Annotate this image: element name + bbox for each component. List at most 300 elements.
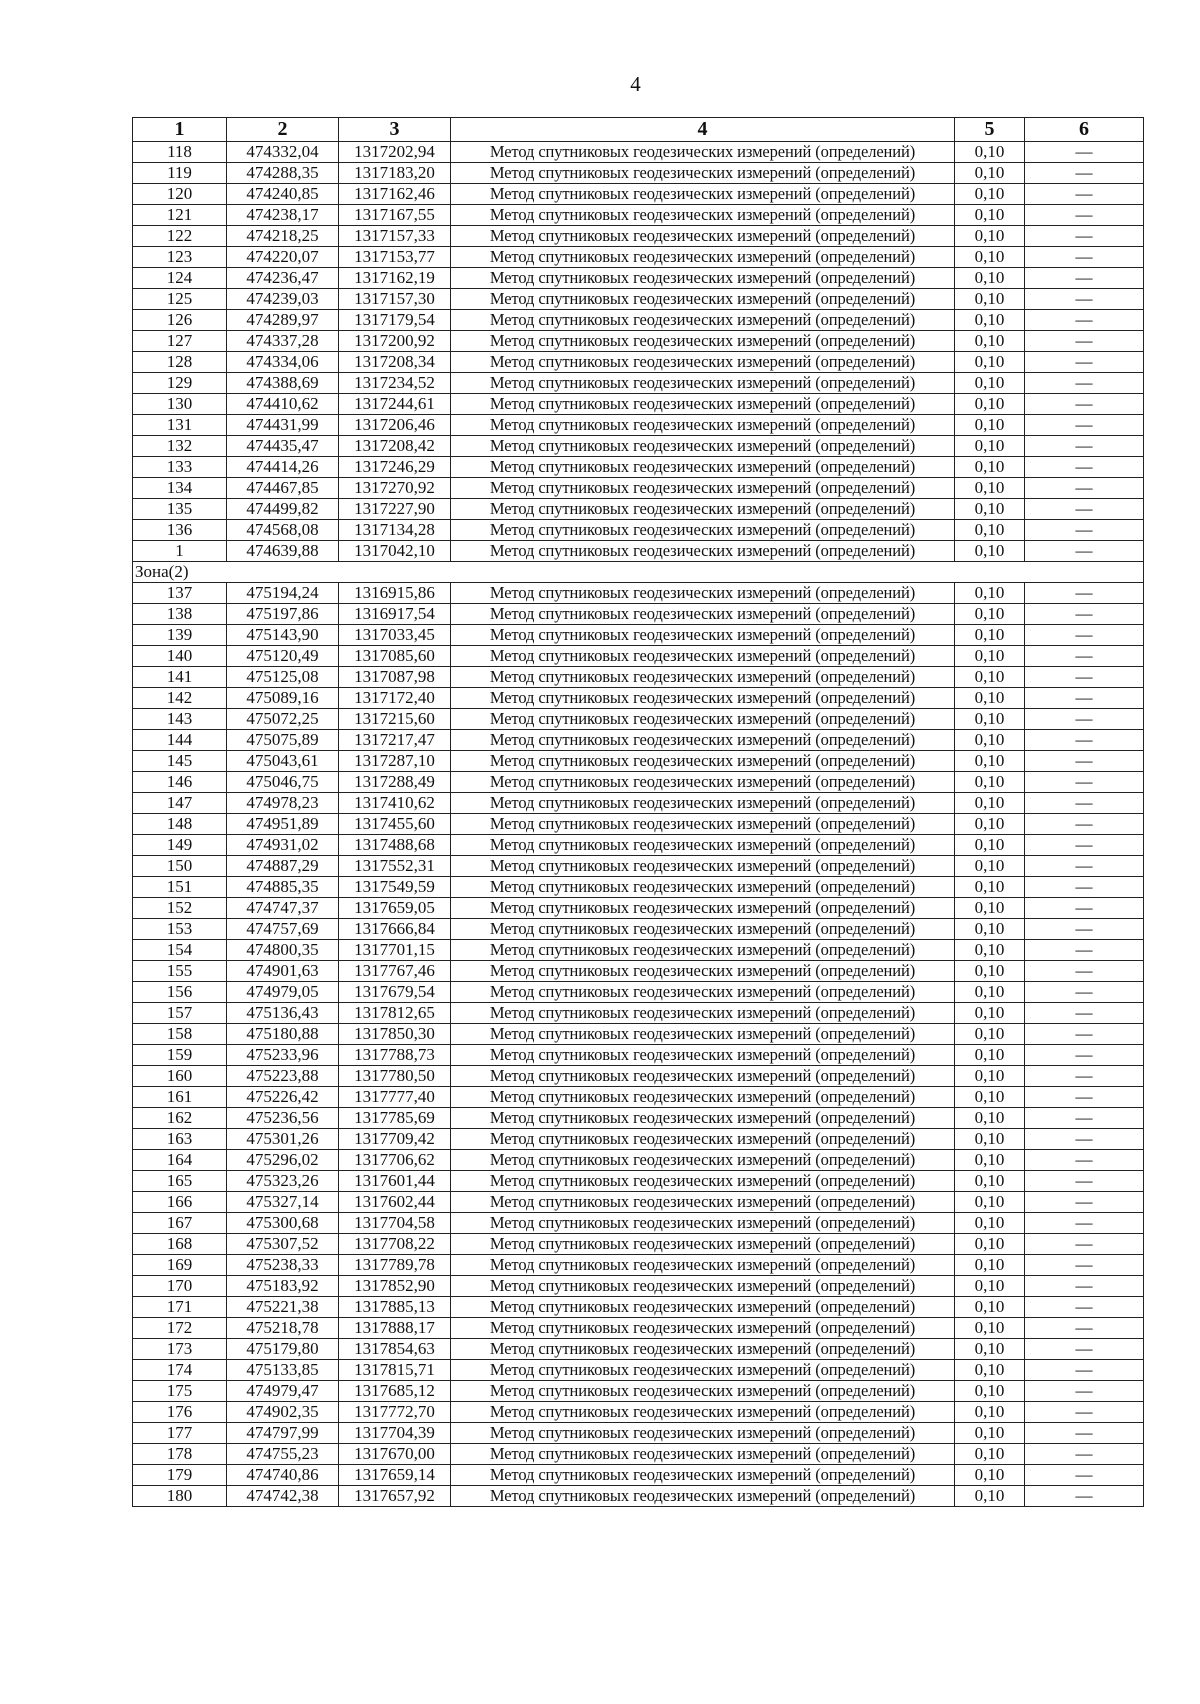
precision-cell: 0,10 xyxy=(955,982,1025,1003)
x-coordinate-cell: 474887,29 xyxy=(227,856,339,877)
coordinates-table xyxy=(132,117,1144,1507)
x-coordinate-cell: 474639,88 xyxy=(227,541,339,562)
y-coordinate-cell: 1317234,52 xyxy=(339,373,451,394)
precision-cell: 0,10 xyxy=(955,247,1025,268)
table-row xyxy=(133,394,1144,415)
description-cell xyxy=(1025,730,1144,751)
description-cell xyxy=(1025,1486,1144,1507)
precision-cell: 0,10 xyxy=(955,1318,1025,1339)
table-row xyxy=(133,1087,1144,1108)
x-coordinate-cell: 474288,35 xyxy=(227,163,339,184)
method-cell: Метод спутниковых геодезических измерений (определений) xyxy=(451,604,955,625)
method-cell: Метод спутниковых геодезических измерений (определений) xyxy=(451,352,955,373)
y-coordinate-cell: 1317227,90 xyxy=(339,499,451,520)
x-coordinate-cell: 474388,69 xyxy=(227,373,339,394)
dash-mark: — xyxy=(1075,1423,1093,1442)
table-row xyxy=(133,1024,1144,1045)
x-coordinate-cell: 474757,69 xyxy=(227,919,339,940)
y-coordinate-cell: 1317287,10 xyxy=(339,751,451,772)
point-number-cell: 122 xyxy=(133,226,227,247)
x-coordinate-cell: 474239,03 xyxy=(227,289,339,310)
table-row xyxy=(133,499,1144,520)
method-cell: Метод спутниковых геодезических измерений (определений) xyxy=(451,835,955,856)
dash-mark: — xyxy=(1075,1003,1093,1022)
table-row xyxy=(133,1360,1144,1381)
precision-cell: 0,10 xyxy=(955,646,1025,667)
table-row xyxy=(133,772,1144,793)
method-cell: Метод спутниковых геодезических измерений (определений) xyxy=(451,373,955,394)
header-col-3: 3 xyxy=(339,118,451,142)
dash-mark: — xyxy=(1075,772,1093,791)
y-coordinate-cell: 1317202,94 xyxy=(339,142,451,163)
method-cell: Метод спутниковых геодезических измерений (определений) xyxy=(451,478,955,499)
dash-mark: — xyxy=(1075,268,1093,287)
x-coordinate-cell: 475226,42 xyxy=(227,1087,339,1108)
precision-cell: 0,10 xyxy=(955,877,1025,898)
point-number-cell: 124 xyxy=(133,268,227,289)
table-row xyxy=(133,751,1144,772)
description-cell xyxy=(1025,163,1144,184)
point-number-cell: 128 xyxy=(133,352,227,373)
header-col-2: 2 xyxy=(227,118,339,142)
x-coordinate-cell: 474951,89 xyxy=(227,814,339,835)
method-cell: Метод спутниковых геодезических измерений (определений) xyxy=(451,625,955,646)
y-coordinate-cell: 1317455,60 xyxy=(339,814,451,835)
point-number-cell: 146 xyxy=(133,772,227,793)
y-coordinate-cell: 1317785,69 xyxy=(339,1108,451,1129)
point-number-cell: 141 xyxy=(133,667,227,688)
x-coordinate-cell: 475089,16 xyxy=(227,688,339,709)
point-number-cell: 120 xyxy=(133,184,227,205)
precision-cell: 0,10 xyxy=(955,1045,1025,1066)
precision-cell: 0,10 xyxy=(955,268,1025,289)
dash-mark: — xyxy=(1075,1276,1093,1295)
precision-cell: 0,10 xyxy=(955,142,1025,163)
page-number: 4 xyxy=(630,72,641,96)
description-cell xyxy=(1025,331,1144,352)
description-cell xyxy=(1025,1045,1144,1066)
method-cell: Метод спутниковых геодезических измерений (определений) xyxy=(451,898,955,919)
method-cell: Метод спутниковых геодезических измерений (определений) xyxy=(451,1486,955,1507)
x-coordinate-cell: 475223,88 xyxy=(227,1066,339,1087)
table-row xyxy=(133,898,1144,919)
method-cell: Метод спутниковых геодезических измерений (определений) xyxy=(451,1465,955,1486)
y-coordinate-cell: 1317852,90 xyxy=(339,1276,451,1297)
precision-cell: 0,10 xyxy=(955,373,1025,394)
dash-mark: — xyxy=(1075,1234,1093,1253)
description-cell xyxy=(1025,1129,1144,1150)
point-number-cell: 150 xyxy=(133,856,227,877)
precision-cell: 0,10 xyxy=(955,1129,1025,1150)
table-row xyxy=(133,1171,1144,1192)
description-cell xyxy=(1025,814,1144,835)
precision-cell: 0,10 xyxy=(955,835,1025,856)
point-number-cell: 169 xyxy=(133,1255,227,1276)
y-coordinate-cell: 1317162,46 xyxy=(339,184,451,205)
precision-cell: 0,10 xyxy=(955,1360,1025,1381)
x-coordinate-cell: 474499,82 xyxy=(227,499,339,520)
x-coordinate-cell: 474467,85 xyxy=(227,478,339,499)
precision-cell: 0,10 xyxy=(955,709,1025,730)
dash-mark: — xyxy=(1075,940,1093,959)
point-number-cell: 178 xyxy=(133,1444,227,1465)
precision-cell: 0,10 xyxy=(955,961,1025,982)
dash-mark: — xyxy=(1075,814,1093,833)
point-number-cell: 168 xyxy=(133,1234,227,1255)
precision-cell: 0,10 xyxy=(955,289,1025,310)
method-cell: Метод спутниковых геодезических измерений (определений) xyxy=(451,310,955,331)
point-number-cell: 158 xyxy=(133,1024,227,1045)
dash-mark: — xyxy=(1075,1402,1093,1421)
dash-mark: — xyxy=(1075,163,1093,182)
dash-mark: — xyxy=(1075,436,1093,455)
x-coordinate-cell: 474979,47 xyxy=(227,1381,339,1402)
y-coordinate-cell: 1317246,29 xyxy=(339,457,451,478)
x-coordinate-cell: 475075,89 xyxy=(227,730,339,751)
y-coordinate-cell: 1317087,98 xyxy=(339,667,451,688)
y-coordinate-cell: 1317885,13 xyxy=(339,1297,451,1318)
point-number-cell: 135 xyxy=(133,499,227,520)
dash-mark: — xyxy=(1075,541,1093,560)
table-row xyxy=(133,142,1144,163)
precision-cell: 0,10 xyxy=(955,667,1025,688)
x-coordinate-cell: 475218,78 xyxy=(227,1318,339,1339)
dash-mark: — xyxy=(1075,667,1093,686)
dash-mark: — xyxy=(1075,1087,1093,1106)
description-cell xyxy=(1025,1402,1144,1423)
dash-mark: — xyxy=(1075,877,1093,896)
table-row xyxy=(133,184,1144,205)
description-cell xyxy=(1025,415,1144,436)
dash-mark: — xyxy=(1075,184,1093,203)
point-number-cell: 157 xyxy=(133,1003,227,1024)
point-number-cell: 156 xyxy=(133,982,227,1003)
precision-cell: 0,10 xyxy=(955,436,1025,457)
y-coordinate-cell: 1317033,45 xyxy=(339,625,451,646)
y-coordinate-cell: 1317217,47 xyxy=(339,730,451,751)
x-coordinate-cell: 475120,49 xyxy=(227,646,339,667)
precision-cell: 0,10 xyxy=(955,1444,1025,1465)
point-number-cell: 176 xyxy=(133,1402,227,1423)
description-cell xyxy=(1025,1360,1144,1381)
description-cell xyxy=(1025,835,1144,856)
method-cell: Метод спутниковых геодезических измерений (определений) xyxy=(451,877,955,898)
point-number-cell: 179 xyxy=(133,1465,227,1486)
y-coordinate-cell: 1317172,40 xyxy=(339,688,451,709)
point-number-cell: 166 xyxy=(133,1192,227,1213)
y-coordinate-cell: 1317288,49 xyxy=(339,772,451,793)
dash-mark: — xyxy=(1075,415,1093,434)
table-row xyxy=(133,646,1144,667)
y-coordinate-cell: 1317709,42 xyxy=(339,1129,451,1150)
method-cell: Метод спутниковых геодезических измерений (определений) xyxy=(451,688,955,709)
method-cell: Метод спутниковых геодезических измерений (определений) xyxy=(451,583,955,604)
table-row xyxy=(133,226,1144,247)
x-coordinate-cell: 474885,35 xyxy=(227,877,339,898)
description-cell xyxy=(1025,478,1144,499)
dash-mark: — xyxy=(1075,919,1093,938)
table-row xyxy=(133,982,1144,1003)
y-coordinate-cell: 1317679,54 xyxy=(339,982,451,1003)
y-coordinate-cell: 1317788,73 xyxy=(339,1045,451,1066)
point-number-cell: 140 xyxy=(133,646,227,667)
description-cell xyxy=(1025,1108,1144,1129)
precision-cell: 0,10 xyxy=(955,184,1025,205)
description-cell xyxy=(1025,499,1144,520)
description-cell xyxy=(1025,457,1144,478)
point-number-cell: 167 xyxy=(133,1213,227,1234)
method-cell: Метод спутниковых геодезических измерений (определений) xyxy=(451,1213,955,1234)
y-coordinate-cell: 1317850,30 xyxy=(339,1024,451,1045)
method-cell: Метод спутниковых геодезических измерений (определений) xyxy=(451,709,955,730)
point-number-cell: 165 xyxy=(133,1171,227,1192)
x-coordinate-cell: 474797,99 xyxy=(227,1423,339,1444)
point-number-cell: 180 xyxy=(133,1486,227,1507)
header-col-1: 1 xyxy=(133,118,227,142)
precision-cell: 0,10 xyxy=(955,1087,1025,1108)
precision-cell: 0,10 xyxy=(955,352,1025,373)
method-cell: Метод спутниковых геодезических измерений (определений) xyxy=(451,142,955,163)
description-cell xyxy=(1025,940,1144,961)
header-row xyxy=(133,118,1144,142)
point-number-cell: 152 xyxy=(133,898,227,919)
x-coordinate-cell: 474979,05 xyxy=(227,982,339,1003)
point-number-cell: 132 xyxy=(133,436,227,457)
method-cell: Метод спутниковых геодезических измерений (определений) xyxy=(451,499,955,520)
dash-mark: — xyxy=(1075,709,1093,728)
method-cell: Метод спутниковых геодезических измерений (определений) xyxy=(451,1024,955,1045)
method-cell: Метод спутниковых геодезических измерений (определений) xyxy=(451,940,955,961)
y-coordinate-cell: 1317812,65 xyxy=(339,1003,451,1024)
x-coordinate-cell: 474289,97 xyxy=(227,310,339,331)
precision-cell: 0,10 xyxy=(955,1255,1025,1276)
table-row xyxy=(133,688,1144,709)
dash-mark: — xyxy=(1075,751,1093,770)
table-row xyxy=(133,205,1144,226)
precision-cell: 0,10 xyxy=(955,625,1025,646)
precision-cell: 0,10 xyxy=(955,793,1025,814)
description-cell xyxy=(1025,1318,1144,1339)
point-number-cell: 162 xyxy=(133,1108,227,1129)
precision-cell: 0,10 xyxy=(955,1465,1025,1486)
x-coordinate-cell: 474236,47 xyxy=(227,268,339,289)
method-cell: Метод спутниковых геодезических измерений (определений) xyxy=(451,541,955,562)
precision-cell: 0,10 xyxy=(955,940,1025,961)
dash-mark: — xyxy=(1075,1255,1093,1274)
x-coordinate-cell: 474740,86 xyxy=(227,1465,339,1486)
dash-mark: — xyxy=(1075,352,1093,371)
precision-cell: 0,10 xyxy=(955,457,1025,478)
dash-mark: — xyxy=(1075,1192,1093,1211)
method-cell: Метод спутниковых геодезических измерений (определений) xyxy=(451,1045,955,1066)
method-cell: Метод спутниковых геодезических измерений (определений) xyxy=(451,919,955,940)
method-cell: Метод спутниковых геодезических измерений (определений) xyxy=(451,1255,955,1276)
x-coordinate-cell: 475180,88 xyxy=(227,1024,339,1045)
point-number-cell: 118 xyxy=(133,142,227,163)
point-number-cell: 164 xyxy=(133,1150,227,1171)
table-row xyxy=(133,625,1144,646)
point-number-cell: 160 xyxy=(133,1066,227,1087)
precision-cell: 0,10 xyxy=(955,478,1025,499)
precision-cell: 0,10 xyxy=(955,1171,1025,1192)
precision-cell: 0,10 xyxy=(955,1339,1025,1360)
description-cell xyxy=(1025,919,1144,940)
table-row xyxy=(133,1255,1144,1276)
description-cell xyxy=(1025,1297,1144,1318)
precision-cell: 0,10 xyxy=(955,520,1025,541)
y-coordinate-cell: 1317704,58 xyxy=(339,1213,451,1234)
table-row xyxy=(133,373,1144,394)
method-cell: Метод спутниковых геодезических измерений (определений) xyxy=(451,1087,955,1108)
precision-cell: 0,10 xyxy=(955,1276,1025,1297)
x-coordinate-cell: 474901,63 xyxy=(227,961,339,982)
description-cell xyxy=(1025,898,1144,919)
point-number-cell: 136 xyxy=(133,520,227,541)
dash-mark: — xyxy=(1075,1339,1093,1358)
method-cell: Метод спутниковых геодезических измерений (определений) xyxy=(451,457,955,478)
y-coordinate-cell: 1317552,31 xyxy=(339,856,451,877)
dash-mark: — xyxy=(1075,1297,1093,1316)
dash-mark: — xyxy=(1075,394,1093,413)
method-cell: Метод спутниковых геодезических измерений (определений) xyxy=(451,961,955,982)
point-number-cell: 175 xyxy=(133,1381,227,1402)
x-coordinate-cell: 474978,23 xyxy=(227,793,339,814)
y-coordinate-cell: 1317777,40 xyxy=(339,1087,451,1108)
point-number-cell: 171 xyxy=(133,1297,227,1318)
x-coordinate-cell: 474238,17 xyxy=(227,205,339,226)
method-cell: Метод спутниковых геодезических измерений (определений) xyxy=(451,1192,955,1213)
y-coordinate-cell: 1317488,68 xyxy=(339,835,451,856)
point-number-cell: 119 xyxy=(133,163,227,184)
x-coordinate-cell: 475183,92 xyxy=(227,1276,339,1297)
y-coordinate-cell: 1317685,12 xyxy=(339,1381,451,1402)
description-cell xyxy=(1025,709,1144,730)
dash-mark: — xyxy=(1075,457,1093,476)
dash-mark: — xyxy=(1075,982,1093,1001)
y-coordinate-cell: 1317153,77 xyxy=(339,247,451,268)
point-number-cell: 1 xyxy=(133,541,227,562)
y-coordinate-cell: 1317200,92 xyxy=(339,331,451,352)
table-row xyxy=(133,163,1144,184)
table-row xyxy=(133,352,1144,373)
x-coordinate-cell: 474332,04 xyxy=(227,142,339,163)
x-coordinate-cell: 475323,26 xyxy=(227,1171,339,1192)
method-cell: Метод спутниковых геодезических измерений (определений) xyxy=(451,1276,955,1297)
description-cell xyxy=(1025,583,1144,604)
y-coordinate-cell: 1317157,30 xyxy=(339,289,451,310)
precision-cell: 0,10 xyxy=(955,1423,1025,1444)
method-cell: Метод спутниковых геодезических измерений (определений) xyxy=(451,163,955,184)
precision-cell: 0,10 xyxy=(955,1003,1025,1024)
description-cell xyxy=(1025,1066,1144,1087)
method-cell: Метод спутниковых геодезических измерений (определений) xyxy=(451,394,955,415)
table-row xyxy=(133,1066,1144,1087)
precision-cell: 0,10 xyxy=(955,415,1025,436)
x-coordinate-cell: 474240,85 xyxy=(227,184,339,205)
method-cell: Метод спутниковых геодезических измерений (определений) xyxy=(451,520,955,541)
table-row xyxy=(133,793,1144,814)
precision-cell: 0,10 xyxy=(955,604,1025,625)
method-cell: Метод спутниковых геодезических измерений (определений) xyxy=(451,730,955,751)
x-coordinate-cell: 474800,35 xyxy=(227,940,339,961)
method-cell: Метод спутниковых геодезических измерений (определений) xyxy=(451,1171,955,1192)
precision-cell: 0,10 xyxy=(955,1150,1025,1171)
y-coordinate-cell: 1317270,92 xyxy=(339,478,451,499)
method-cell: Метод спутниковых геодезических измерений (определений) xyxy=(451,1129,955,1150)
x-coordinate-cell: 475043,61 xyxy=(227,751,339,772)
method-cell: Метод спутниковых геодезических измерений (определений) xyxy=(451,1402,955,1423)
table-row xyxy=(133,541,1144,562)
point-number-cell: 137 xyxy=(133,583,227,604)
dash-mark: — xyxy=(1075,793,1093,812)
dash-mark: — xyxy=(1075,520,1093,539)
table-row xyxy=(133,1150,1144,1171)
description-cell xyxy=(1025,1276,1144,1297)
precision-cell: 0,10 xyxy=(955,1486,1025,1507)
point-number-cell: 159 xyxy=(133,1045,227,1066)
method-cell: Метод спутниковых геодезических измерений (определений) xyxy=(451,772,955,793)
x-coordinate-cell: 474431,99 xyxy=(227,415,339,436)
precision-cell: 0,10 xyxy=(955,1402,1025,1423)
table-row xyxy=(133,247,1144,268)
description-cell xyxy=(1025,289,1144,310)
y-coordinate-cell: 1317704,39 xyxy=(339,1423,451,1444)
description-cell xyxy=(1025,751,1144,772)
point-number-cell: 155 xyxy=(133,961,227,982)
point-number-cell: 163 xyxy=(133,1129,227,1150)
method-cell: Метод спутниковых геодезических измерений (определений) xyxy=(451,814,955,835)
table-row xyxy=(133,1003,1144,1024)
dash-mark: — xyxy=(1075,1045,1093,1064)
x-coordinate-cell: 474435,47 xyxy=(227,436,339,457)
table-row xyxy=(133,961,1144,982)
y-coordinate-cell: 1317549,59 xyxy=(339,877,451,898)
description-cell xyxy=(1025,688,1144,709)
method-cell: Метод спутниковых геодезических измерений (определений) xyxy=(451,1234,955,1255)
dash-mark: — xyxy=(1075,205,1093,224)
method-cell: Метод спутниковых геодезических измерений (определений) xyxy=(451,205,955,226)
table-row xyxy=(133,1045,1144,1066)
dash-mark: — xyxy=(1075,331,1093,350)
y-coordinate-cell: 1317657,92 xyxy=(339,1486,451,1507)
method-cell: Метод спутниковых геодезических измерений (определений) xyxy=(451,856,955,877)
precision-cell: 0,10 xyxy=(955,1234,1025,1255)
y-coordinate-cell: 1317410,62 xyxy=(339,793,451,814)
table-row xyxy=(133,1192,1144,1213)
point-number-cell: 142 xyxy=(133,688,227,709)
dash-mark: — xyxy=(1075,226,1093,245)
description-cell xyxy=(1025,1255,1144,1276)
description-cell xyxy=(1025,247,1144,268)
table-row xyxy=(133,1213,1144,1234)
description-cell xyxy=(1025,667,1144,688)
point-number-cell: 161 xyxy=(133,1087,227,1108)
description-cell xyxy=(1025,373,1144,394)
method-cell: Метод спутниковых геодезических измерений (определений) xyxy=(451,1339,955,1360)
x-coordinate-cell: 474220,07 xyxy=(227,247,339,268)
y-coordinate-cell: 1317602,44 xyxy=(339,1192,451,1213)
point-number-cell: 126 xyxy=(133,310,227,331)
precision-cell: 0,10 xyxy=(955,898,1025,919)
precision-cell: 0,10 xyxy=(955,499,1025,520)
description-cell xyxy=(1025,184,1144,205)
dash-mark: — xyxy=(1075,247,1093,266)
dash-mark: — xyxy=(1075,583,1093,602)
y-coordinate-cell: 1317244,61 xyxy=(339,394,451,415)
y-coordinate-cell: 1317208,42 xyxy=(339,436,451,457)
x-coordinate-cell: 475221,38 xyxy=(227,1297,339,1318)
description-cell xyxy=(1025,646,1144,667)
